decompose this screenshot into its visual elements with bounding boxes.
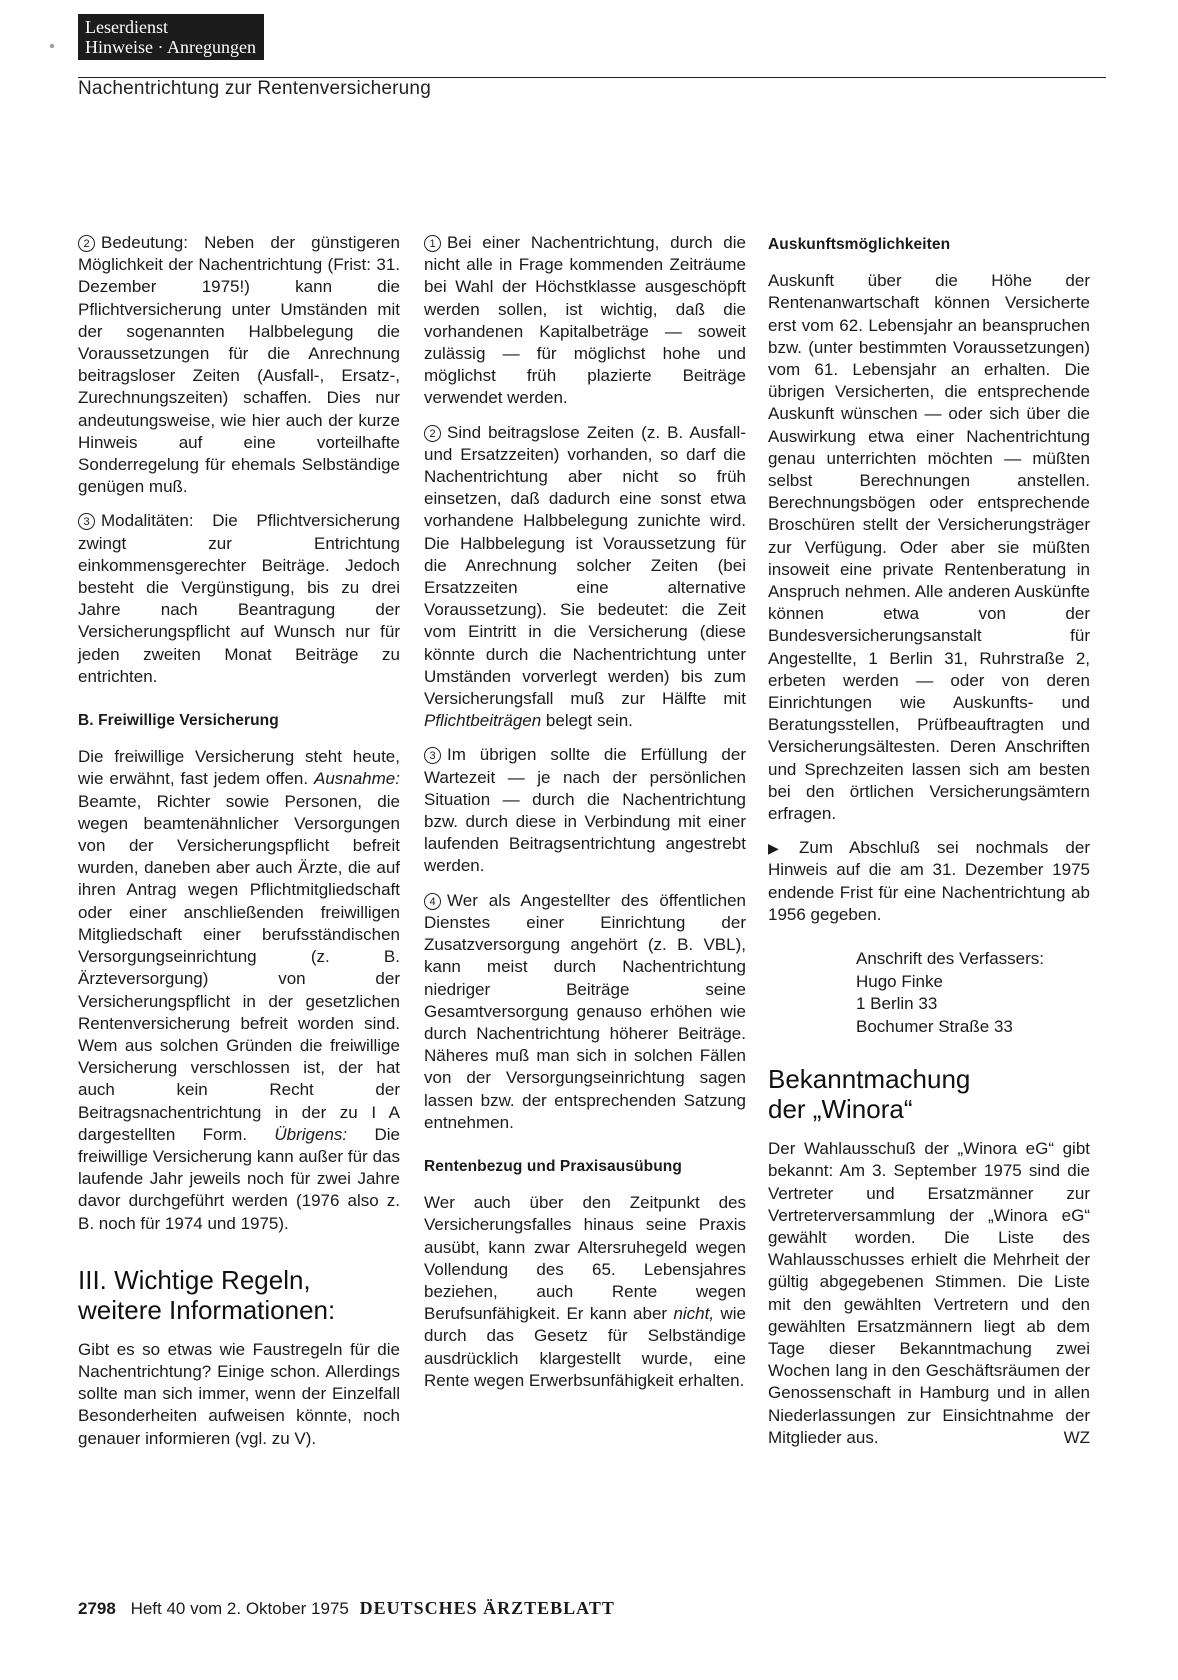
margin-mark <box>50 44 54 48</box>
heading-line-2: der „Winora“ <box>768 1094 913 1125</box>
rubric-line-2: Hinweise · Anregungen <box>85 37 256 57</box>
circled-number: 3 <box>78 513 95 530</box>
address-line: Hugo Finke <box>856 971 943 991</box>
address-line: 1 Berlin 33 <box>856 994 938 1014</box>
paragraph-freiwillige <box>78 746 400 1234</box>
address-line: Anschrift des Verfassers: <box>856 949 1045 969</box>
paragraph-auskunft: Auskunft über die Höhe der Rentenanwartschaft können Versicherte erst vom 62. Lebensjahr an beanspruchen bzw. (unter bestimmten Voraussetzungen) vom 61. Lebensjahr an erhalten. Die übrigen Versicherten, die entsprechende Auskunft wünschen — oder sich über die Auswirkung etwa einer Nachentrichtung genau unterrichten möchten — müßten selbst Berechnungen anstellen. Berechnungsbögen oder entsprechende Broschüren stellt der Versicherungsträger zur Verfügung. Oder aber sie müßten insoweit eine private Rentenberatung in Anspruch nehmen. Alle anderen Auskünfte können etwa von der Bundesversicherungsanstalt für Angestellte, 1 Berlin 31, Ruhrstraße 2, erbeten werden — oder von deren Einrichtungen wie Auskunfts- und Beratungsstellen, Prüfbeauftragten und Versicherungsältesten. Deren Anschriften und Sprechzeiten lassen sich am besten bei den örtlichen Versicherungsämtern erfragen. <box>768 271 1090 824</box>
subheading-rentenbezug: Rentenbezug und Praxisausübung <box>424 1157 682 1175</box>
text-run: Die freiwillige Versicherung kann außer für das laufende Jahr jeweils noch für zwei Jahre davor durchgeführt werden (1976 also z. B. noch für 1974 und 1975). <box>78 1124 400 1233</box>
paragraph-abschluss <box>768 837 1090 926</box>
paragraph-rentenbezug <box>424 1192 746 1392</box>
heading-line-2: weitere Informationen: <box>78 1294 336 1325</box>
page-footer <box>78 1598 615 1619</box>
circled-number: 2 <box>78 235 95 252</box>
subheading-freiwillige: B. Freiwillige Versicherung <box>78 712 279 730</box>
paragraph-text: Sind beitragslose Zeiten (z. B. Ausfall- und Ersatzzeiten) vorhanden, so darf die Nachentrichtung aber nicht so früh einsetzen, daß dadurch eine sonst etwa vorhandene Halbbelegung zunichte wird. Die Halbbelegung ist Voraussetzung für die Anrechnung solcher Zeiten (bei Ersatzzeiten eine alternative Voraussetzung). Sie bedeutet: die Zeit vom Eintritt in die Versicherung (diese könnte durch die Nachentrichtung unter Umständen vorverlegt werden) bis zum Versicherungsfall muß zur Hälfte mit <box>424 422 746 709</box>
column-2 <box>424 232 746 1404</box>
heading-bekanntmachung <box>768 1064 1090 1124</box>
paragraph-text: Bei einer Nachentrichtung, durch die nicht alle in Frage kommenden Zeiträume bei Wahl der Höchstklasse ausgeschöpft werden sollen, ist wichtig, daß die vorhandenen Kapitalbeträge — soweit zulässig — für möglichst hohe und möglichst früh plazierte Beiträge verwendet werden. <box>424 233 746 408</box>
text-run: wie durch das Gesetz für Selbständige ausdrücklich klargestellt wurde, eine Rente wegen Erwerbsunfähigkeit erhalten. <box>424 1304 746 1390</box>
circled-number: 3 <box>424 747 441 764</box>
paragraph-rule-4 <box>424 890 746 1134</box>
subheading-auskunft: Auskunftsmöglichkeiten <box>768 236 951 253</box>
pointer-triangle-icon: ▶ <box>768 840 792 857</box>
paragraph-text: Bedeutung: Neben der günstigeren Möglichkeit der Nachentrichtung (Frist: 31. Dezember 1975!) kann die Pflichtversicherung unter Umständen mit der sogenannten Halbbelegung die Voraussetzungen für die Anrechnung beitragsloser Zeiten (Ausfall-, Ersatz-, Zurechnungszeiten) schaffen. Dies nur andeutungsweise, wie hier auch der kurze Hinweis auf eine vorteilhafte Sonderregelung für ehemals Selbständige genügen muß. <box>78 233 400 497</box>
circled-number: 1 <box>424 235 441 252</box>
paragraph-bekanntmachung <box>768 1138 1090 1449</box>
paragraph-text: Modalitäten: Die Pflichtversicherung zwingt zur Entrichtung einkommensgerechter Beiträge. Jedoch besteht die Vergünstigung, bis zu drei Jahre nach Beantragung der Versicherungspflicht auf Wunsch nur für jeden zweiten Monat Beiträge zu entrichten. <box>78 511 400 686</box>
paragraph-rule-2 <box>424 422 746 733</box>
emphasis-nicht: nicht, <box>673 1304 715 1324</box>
heading-wichtige-regeln <box>78 1265 400 1325</box>
section-rubric <box>78 14 264 60</box>
magazine-name: DEUTSCHES ÄRZTEBLATT <box>359 1598 615 1618</box>
paragraph-text-tail: belegt sein. <box>545 711 633 731</box>
page-number: 2798 <box>78 1599 116 1618</box>
emphasis-ausnahme: Ausnahme: <box>313 769 400 789</box>
paragraph-rule-3 <box>424 744 746 877</box>
paragraph-bedeutung <box>78 232 400 498</box>
paragraph-rule-1 <box>424 232 746 410</box>
paragraph-faustregeln: Gibt es so etwas wie Faustregeln für die Nachentrichtung? Einige schon. Allerdings sollte man sich immer, wenn der Einzelfall Besonderheiten aufweisen könnte, noch genauer informieren (vgl. zu V). <box>78 1339 400 1448</box>
rubric-line-1: Leserdienst <box>85 17 168 37</box>
paragraph-text: Wer als Angestellter des öffentlichen Dienstes einer Einrichtung der Zusatzversorgung angehört (z. B. VBL), kann meist durch Nachentrichtung niedriger Beiträge seine Gesamtversorgung genauso erhöhen wie durch Nachentrichtung höherer Beiträge. Näheres muß man sich in solchen Fällen von der Versorgungseinrichtung sagen lassen bzw. der entsprechenden Satzung entnehmen. <box>424 890 746 1132</box>
paragraph-text: Der Wahlausschuß der „Winora eG“ gibt bekannt: Am 3. September 1975 sind die Vertreter und Ersatzmänner zur Vertreterversammlung der „Winora eG“ gewählt worden. Die Liste des Wahlausschusses erhielt die Mehrheit der gültig abgegebenen Stimmen. Die Liste mit den gewählten Vertretern und den gewählten Ersatzmännern liegt ab dem Tage dieser Bekanntmachung zwei Wochen lang in den Geschäftsräumen der Genossenschaft in Hamburg und in allen Niederlassungen zur Einsichtnahme der Mitglieder aus. <box>768 1139 1090 1447</box>
text-run: Die freiwillige Versicherung steht heute, wie erwähnt, fast jedem offen. <box>78 747 400 789</box>
signature-initials: WZ <box>1063 1427 1090 1447</box>
paragraph-text: Im übrigen sollte die Erfüllung der Wartezeit — je nach der persönlichen Situation — durch die Nachentrichtung bzw. durch diese in Verbindung mit einer laufenden Beitragsentrichtung angestrebt werden. <box>424 745 746 876</box>
emphasis-pflichtbeitraegen: Pflichtbeiträgen <box>424 711 542 731</box>
text-run: Beamte, Richter sowie Personen, die wegen beamtenähnlicher Versorgungen von der Versicherungspflicht befreit wurden, daneben aber auch Ärzte, die auf ihren Antrag wegen Pflichtmitgliedschaft oder einer anschließenden freiwilligen Mitgliedschaft einer berufsständischen Versorgungseinrichtung (z. B. Ärzteversorgung) von der Versicherungspflicht in der gesetzlichen Rentenversicherung befreit worden sind. Wem aus solchen Gründen die freiwillige Versicherung verschlossen ist, der hat auch kein Recht der Beitragsnachentrichtung in der zu I A dargestellten Form. <box>78 791 400 1144</box>
emphasis-uebrigens: Übrigens: <box>274 1124 348 1144</box>
text-run: Wer auch über den Zeitpunkt des Versicherungsfalles hinaus seine Praxis ausübt, kann zwar Altersruhegeld wegen Vollendung des 65. Lebensjahres beziehen, auch Rente wegen Berufsunfähigkeit. Er kann aber <box>424 1193 746 1324</box>
circled-number: 4 <box>424 893 441 910</box>
issue-info: Heft 40 vom 2. Oktober 1975 <box>130 1599 349 1618</box>
heading-line-1: Bekanntmachung <box>768 1064 971 1095</box>
circled-number: 2 <box>424 425 441 442</box>
column-1 <box>78 232 400 1462</box>
heading-line-1: III. Wichtige Regeln, <box>78 1264 311 1295</box>
author-address <box>856 948 1090 1038</box>
address-line: Bochumer Straße 33 <box>856 1016 1013 1036</box>
column-3 <box>768 234 1090 1461</box>
article-kicker: Nachentrichtung zur Rentenversicherung <box>78 78 431 99</box>
paragraph-text: Zum Abschluß sei nochmals der Hinweis auf die am 31. Dezember 1975 endende Frist für eine Nachentrichtung ab 1956 gegeben. <box>768 838 1090 924</box>
paragraph-modalitaeten <box>78 510 400 688</box>
